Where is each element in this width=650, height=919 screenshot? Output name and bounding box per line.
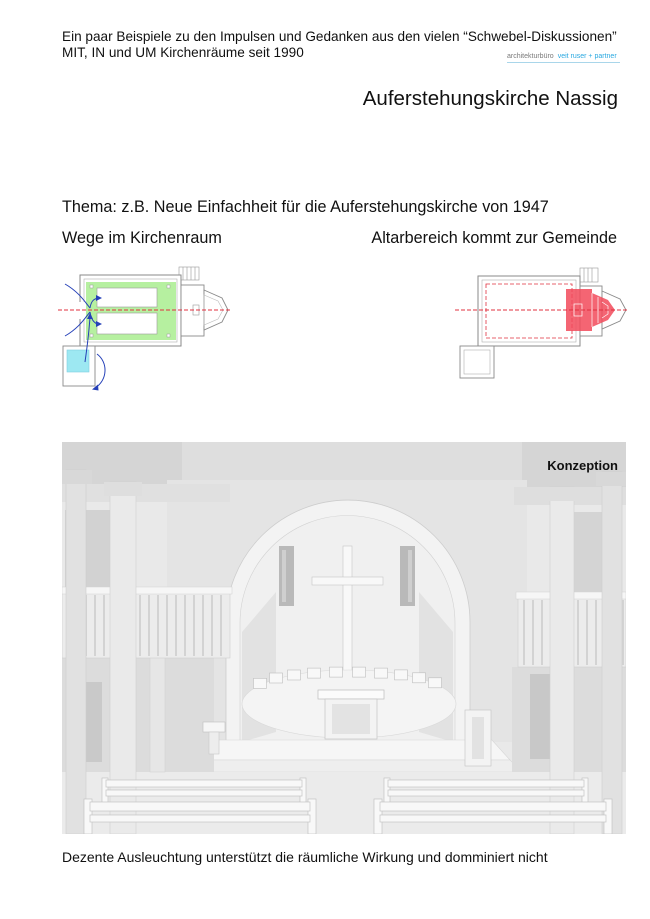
chancel-block <box>181 285 204 336</box>
header-line-2: MIT, IN und UM Kirchenräume seit 1990 <box>62 44 304 60</box>
left-gallery-balustrade <box>62 592 230 658</box>
west-entrance-opening <box>78 302 86 319</box>
left-pillar-outer <box>66 470 86 834</box>
plan-left-label: Wege im Kirchenraum <box>62 229 222 247</box>
stair-icon <box>179 267 199 280</box>
office-logo <box>507 53 620 63</box>
left-gallery-rail <box>62 587 232 594</box>
apse-window-left-frame <box>282 550 286 602</box>
lectern-right <box>465 710 491 766</box>
right-pillar-outer-capital <box>596 472 626 486</box>
cross-horizontal <box>312 577 383 585</box>
left-gallery-pillar <box>150 657 165 772</box>
tower-outline <box>460 346 494 378</box>
platform-step-upper <box>184 740 510 760</box>
ceiling-center <box>182 442 522 482</box>
photo-caption: Dezente Ausleuchtung unterstützt die räumliche Wirkung und domminiert nicht <box>62 849 548 865</box>
left-pillar-inner-capital <box>104 482 142 496</box>
header-line-1: Ein paar Beispiele zu den Impulsen und Gedanken aus den vielen “Schwebel-Diskussionen” <box>62 29 617 44</box>
apse-window-right <box>400 546 415 606</box>
plan-right-label: Altarbereich kommt zur Gemeinde <box>371 229 617 247</box>
stair-icon <box>580 268 598 282</box>
page-title: Auferstehungskirche Nassig <box>362 87 618 110</box>
photo-label: Konzeption <box>547 458 618 473</box>
left-upper-beam <box>62 484 230 502</box>
left-pillar-outer-capital <box>62 470 92 484</box>
right-pillar-outer <box>602 472 622 834</box>
apse-window-left <box>279 546 294 606</box>
church-interior-model <box>62 442 626 834</box>
nave-outer-wall <box>478 276 580 346</box>
altar-table <box>318 690 384 739</box>
model-photo <box>62 442 626 834</box>
floor-plan-paths <box>55 262 235 394</box>
right-pillar-inner-capital <box>544 487 580 501</box>
theme-heading: Thema: z.B. Neue Einfachheit für die Auferstehungskirche von 1947 <box>62 198 549 216</box>
logo-part-1: architekturbüro <box>507 53 554 60</box>
pew-block-north <box>97 288 157 307</box>
pew-block-south <box>97 313 157 334</box>
floor-plan-altar <box>452 262 630 384</box>
apse-window-right-frame <box>408 550 412 602</box>
logo-part-2: veit ruser + partner <box>557 53 617 60</box>
